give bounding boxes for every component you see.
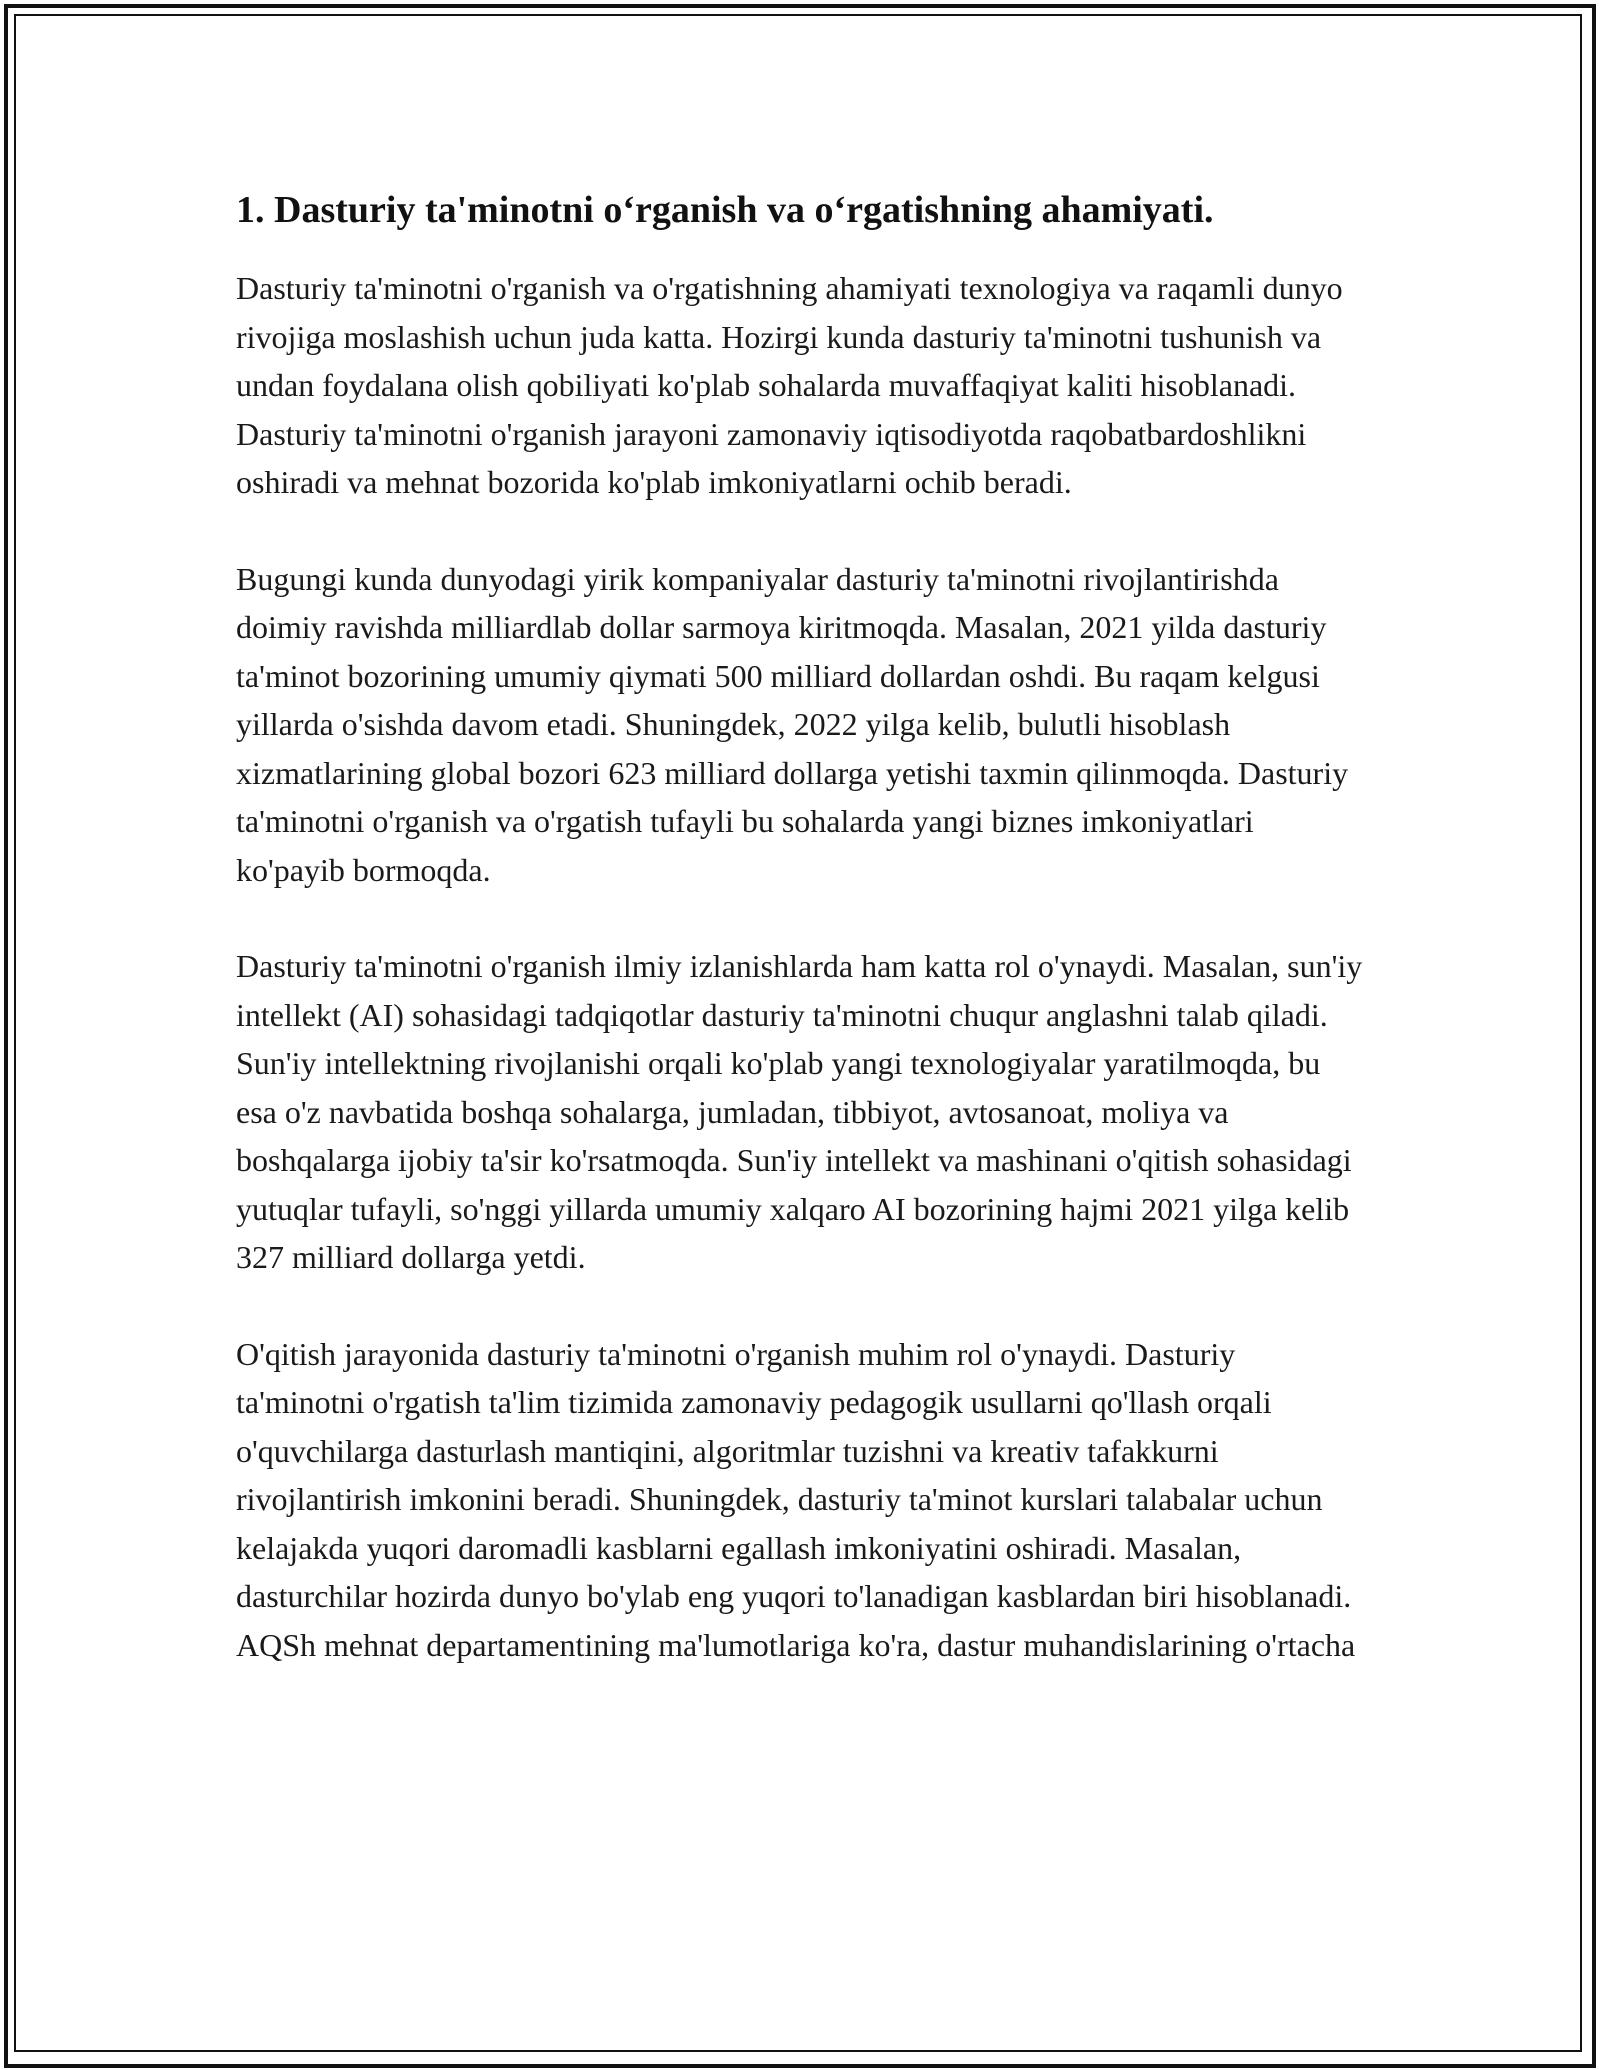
document-body xyxy=(236,186,1366,1717)
paragraph-research: Dasturiy ta'minotni o'rganish ilmiy izlanishlarda ham katta rol o'ynaydi. Masalan, sun'iy intellekt (AI) sohasidagi tadqiqotlar dasturiy ta'minotni chuqur anglashni talab qiladi. Sun'iy intellektning rivojlanishi orqali ko'plab yangi texnologiyalar yaratilmoqda, bu esa o'z navbatida boshqa sohalarga, jumladan, tibbiyot, avtosanoat, moliya va boshqalarga ijobiy ta'sir ko'rsatmoqda. Sun'iy intellekt va mashinani o'qitish sohasidagi yutuqlar tufayli, so'nggi yillarda umumiy xalqaro AI bozorining hajmi 2021 yilga kelib 327 milliard dollarga yetdi. xyxy=(236,948,1363,1275)
section-heading: 1. Dasturiy ta'minotni o‘rganish va o‘rgatishning ahamiyati. xyxy=(236,189,1214,231)
paragraph-teaching: O'qitish jarayonida dasturiy ta'minotni o'rganish muhim rol o'ynaydi. Dasturiy ta'minotni o'rgatish ta'lim tizimida zamonaviy pedagogik usullarni qo'llash orqali o'quvchilarga dasturlash mantiqini, algoritmlar tuzishni va kreativ tafakkurni rivojlantirish imkonini beradi. Shuningdek, dasturiy ta'minot kurslari talabalar uchun kelajakda yuqori daromadli kasblarni egallash imkoniyatini oshiradi. Masalan, dasturchilar hozirda dunyo bo'ylab eng yuqori to'lanadigan kasblardan biri hisoblanadi. AQSh mehnat departamentining ma'lumotlariga ko'ra, dastur muhandislarining o'rtacha xyxy=(236,1335,1356,1663)
paragraph-importance: Dasturiy ta'minotni o'rganish va o'rgatishning ahamiyati texnologiya va raqamli dunyo rivojiga moslashish uchun juda katta. Hozirgi kunda dasturiy ta'minotni tushunish va undan foydalana olish qobiliyati ko'plab sohalarda muvaffaqiyat kaliti hisoblanadi. Dasturiy ta'minotni o'rganish jarayoni zamonaviy iqtisodiyotda raqobatbardoshlikni oshiradi va mehnat bozorida ko'plab imkoniyatlarni ochib beradi. xyxy=(236,270,1343,500)
paragraph-market: Bugungi kunda dunyodagi yirik kompaniyalar dasturiy ta'minotni rivojlantirishda doimiy ravishda milliardlab dollar sarmoya kiritmoqda. Masalan, 2021 yilda dasturiy ta'minot bozorining umumiy qiymati 500 milliard dollardan oshdi. Bu raqam kelgusi yillarda o'sishda davom etadi. Shuningdek, 2022 yilga kelib, bulutli hisoblash xizmatlarining global bozori 623 milliard dollarga yetishi taxmin qilinmoqda. Dasturiy ta'minotni o'rganish va o'rgatish tufayli bu sohalarda yangi biznes imkoniyatlari ko'payib bormoqda. xyxy=(236,560,1349,888)
